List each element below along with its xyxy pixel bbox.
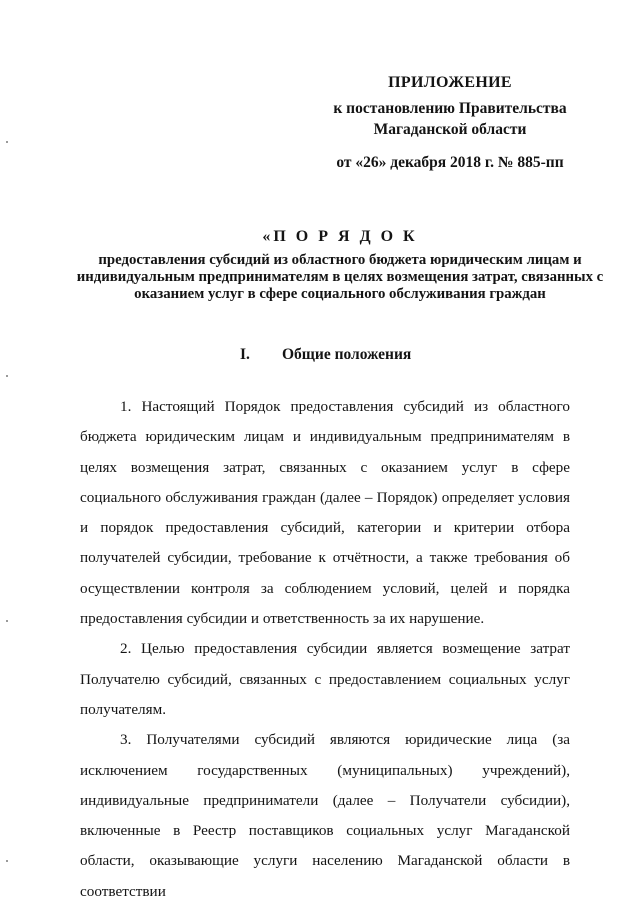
document-subtitle: предоставления субсидий из областного бюджета юридическим лицам и индивидуальным предпринимателям в целях возмещения затрат, связанных с оказанием услуг в сфере социального обслуживания граждан <box>76 252 604 302</box>
scan-mark <box>6 620 8 622</box>
paragraph-3: 3. Получателями субсидий являются юридические лица (за исключением государственных (муниципальных) учреждений), индивидуальные предприниматели (далее – Получатели субсидии), включенные в Реестр поставщиков социальных услуг Магаданской области, оказывающие услуги населению Магаданской области в соответствии <box>80 731 570 900</box>
document-title-block <box>60 228 620 303</box>
paragraph-1: 1. Настоящий Порядок предоставления субсидий из областного бюджета юридическим лицам и индивидуальным предпринимателям в целях возмещения затрат, связанных с оказанием услуг в сфере социального обслуживания граждан (далее – Порядок) определяет условия и порядок предоставления субсидий, категории и критерии отбора получателей субсидии, требование к отчётности, а также требования об осуществлении контроля за соблюдением условий, целей и порядка предоставления субсидии и ответственность за их нарушение. <box>80 398 570 628</box>
appendix-date: от «26» декабря 2018 г. № 885-пп <box>336 154 564 171</box>
paragraph-2: 2. Целью предоставления субсидии является возмещение затрат Получателю субсидий, связанных с предоставлением социальных услуг получателям. <box>80 640 570 718</box>
document-heading: «П О Р Я Д О К <box>262 228 418 245</box>
body-text <box>80 392 570 907</box>
scan-mark <box>6 141 8 143</box>
appendix-title: ПРИЛОЖЕНИЕ <box>388 74 512 91</box>
scan-mark <box>6 375 8 377</box>
appendix-line-1: к постановлению Правительства <box>333 100 567 117</box>
appendix-block <box>300 72 600 173</box>
scan-mark <box>6 860 8 862</box>
appendix-line-2: Магаданской области <box>373 121 527 138</box>
section-title: Общие положения <box>282 346 412 363</box>
section-number: I. <box>240 346 250 363</box>
